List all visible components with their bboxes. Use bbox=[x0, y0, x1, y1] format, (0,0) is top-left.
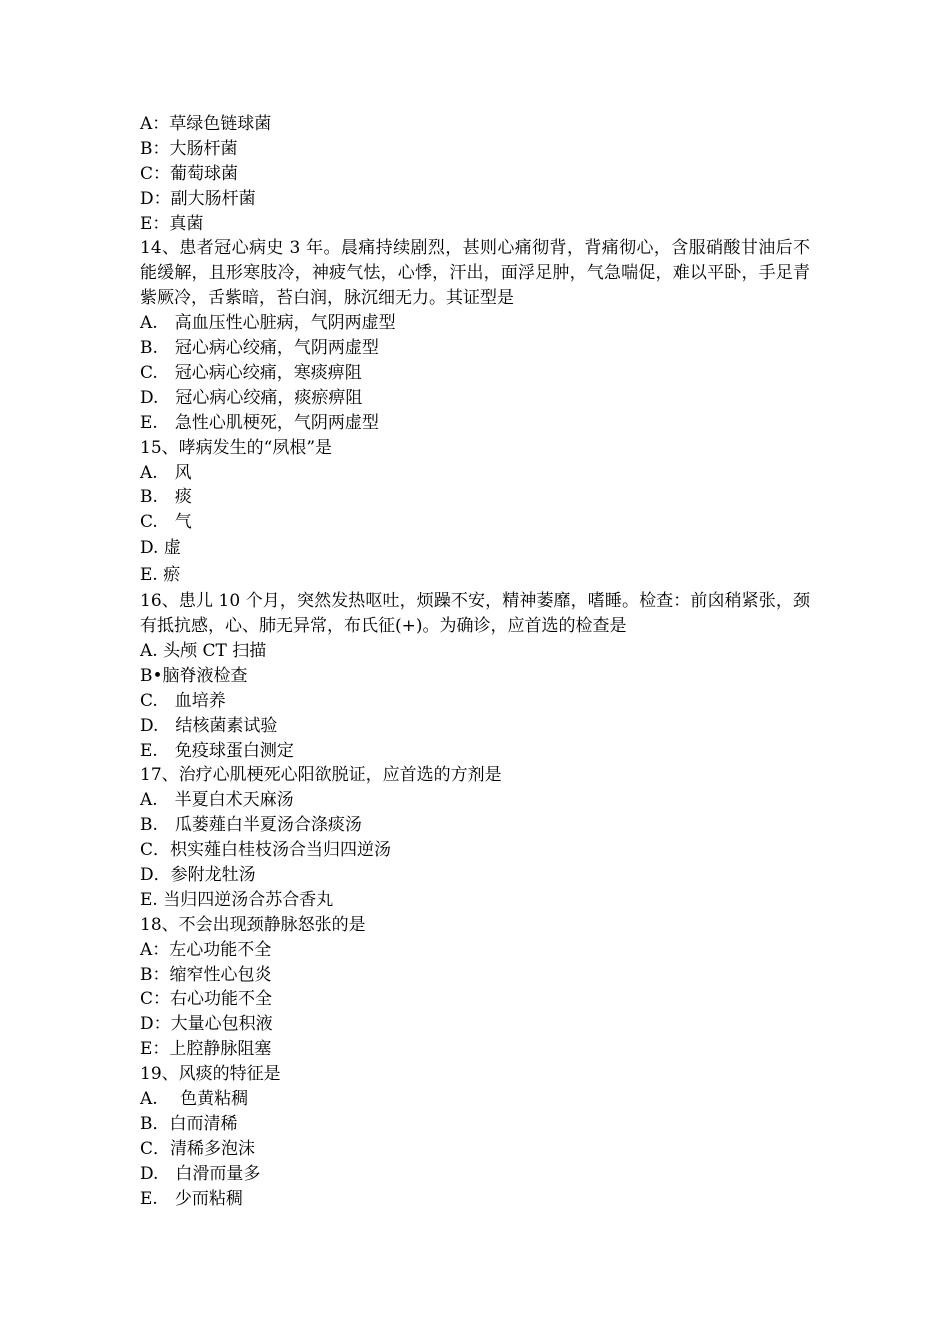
answer-option: E：真菌 bbox=[140, 213, 204, 234]
answer-option: E. 当归四逆汤合苏合香丸 bbox=[140, 889, 334, 910]
answer-option: B．白而清稀 bbox=[140, 1113, 238, 1134]
answer-option: A：草绿色链球菌 bbox=[140, 114, 272, 134]
answer-option: A. 半夏白术天麻汤 bbox=[140, 790, 294, 811]
answer-option: D：副大肠杆菌 bbox=[140, 188, 256, 209]
question-stem: 16、患儿 10 个月，突然发热呕吐，烦躁不安，精神萎靡，嗜睡。检查：前囟稍紧张，颈有抵抗感，心、肺无异常，布氏征(+)。为确诊，应首选的检查是 bbox=[140, 591, 810, 637]
answer-option: D. 虚 bbox=[140, 538, 181, 559]
answer-option: B：缩窄性心包炎 bbox=[140, 964, 272, 985]
answer-option: C：右心功能不全 bbox=[140, 989, 273, 1010]
answer-option: D．参附龙牡汤 bbox=[140, 865, 256, 886]
answer-option: C. 气 bbox=[140, 512, 192, 533]
answer-option: A. 风 bbox=[140, 462, 192, 483]
answer-option: C. 冠心病心绞痛，寒痰痹阻 bbox=[140, 362, 362, 383]
answer-option: E. 瘀 bbox=[140, 565, 181, 586]
answer-option: B. 冠心病心绞痛，气阴两虚型 bbox=[140, 338, 379, 359]
answer-option: E：上腔静脉阻塞 bbox=[140, 1039, 272, 1060]
answer-option: B：大肠杆菌 bbox=[140, 138, 238, 159]
answer-option: D. 白滑而量多 bbox=[140, 1163, 261, 1184]
answer-option: A：左心功能不全 bbox=[140, 939, 272, 960]
answer-option: C．清稀多泡沫 bbox=[140, 1138, 256, 1159]
answer-option: C. 血培养 bbox=[140, 690, 226, 711]
answer-option: B. 痰 bbox=[140, 487, 192, 508]
answer-option: A. 高血压性心脏病，气阴两虚型 bbox=[140, 313, 396, 334]
answer-option: D. 结核菌素试验 bbox=[140, 715, 278, 736]
answer-option: D：大量心包积液 bbox=[140, 1014, 273, 1035]
answer-option: E. 急性心肌梗死，气阴两虚型 bbox=[140, 412, 379, 433]
answer-option: A. 头颅 CT 扫描 bbox=[140, 641, 267, 661]
question-stem: 19、风痰的特征是 bbox=[140, 1064, 281, 1085]
question-stem: 14、患者冠心病史 3 年。晨痛持续剧烈，甚则心痛彻背，背痛彻心，含服硝酸甘油后不能缓解，且形寒肢冷，神疲气怯，心悸，汗出，面浮足肿，气急喘促，难以平卧，手足青紫厥冷，舌紫暗，苔白润，脉沉细无力。其证型是 bbox=[140, 238, 810, 309]
question-stem: 18、不会出现颈静脉怒张的是 bbox=[140, 914, 366, 935]
answer-option: C：葡萄球菌 bbox=[140, 163, 239, 184]
answer-option: A. 色黄粘稠 bbox=[140, 1089, 249, 1110]
answer-option: B•脑脊液检查 bbox=[140, 665, 248, 686]
page-body bbox=[140, 112, 820, 1211]
answer-option: D. 冠心病心绞痛，痰瘀痹阻 bbox=[140, 387, 363, 408]
answer-option: E. 少而粘稠 bbox=[140, 1188, 243, 1209]
question-stem: 17、治疗心肌梗死心阳欲脱证，应首选的方剂是 bbox=[140, 765, 502, 786]
answer-option: E. 免疫球蛋白测定 bbox=[140, 740, 294, 761]
answer-option: B. 瓜蒌薤白半夏汤合涤痰汤 bbox=[140, 815, 362, 836]
question-stem: 15、哮病发生的“夙根”是 bbox=[140, 437, 333, 458]
answer-option: C．枳实薤白桂枝汤合当归四逆汤 bbox=[140, 840, 392, 861]
